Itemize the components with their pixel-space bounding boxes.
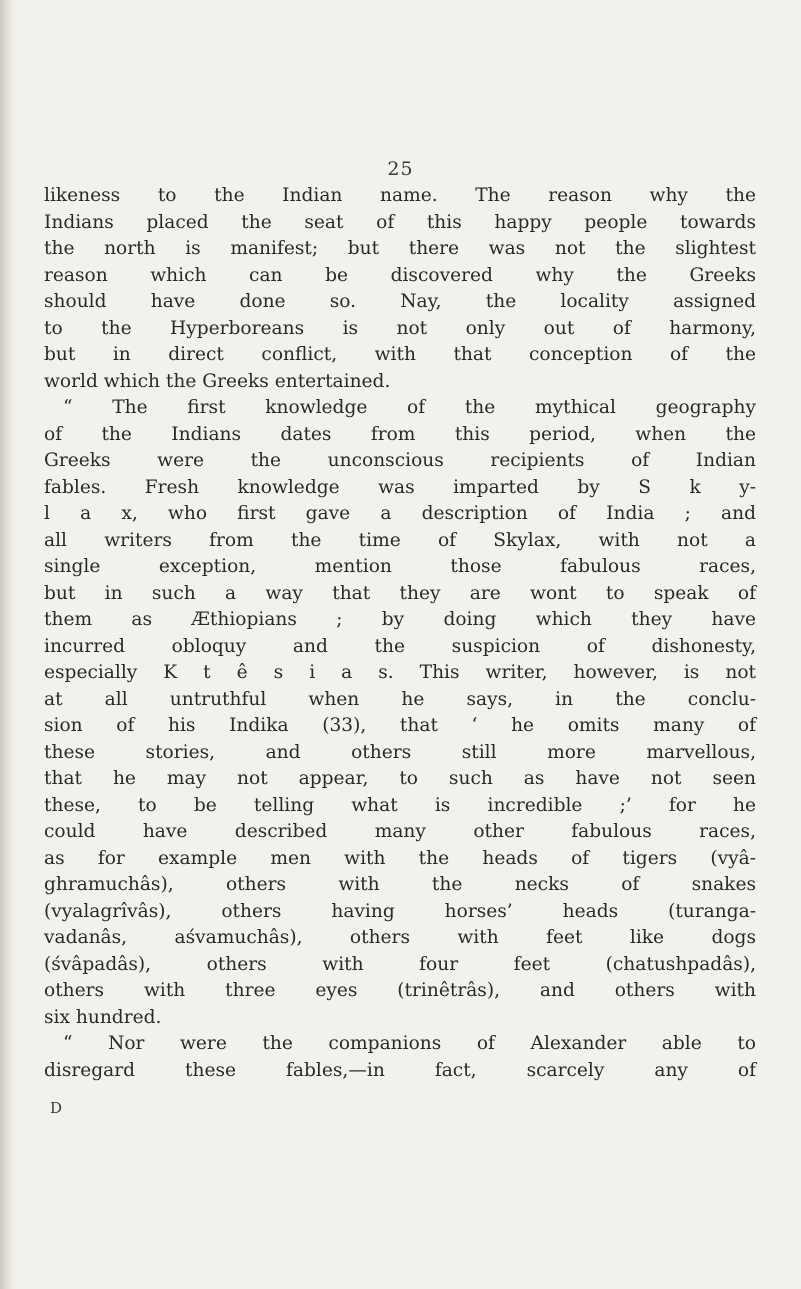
text-line: all writers from the time of Skylax, with not a xyxy=(44,529,756,551)
text-line: at all untruthful when he says, in the conclu- xyxy=(44,688,756,710)
text-line: others with three eyes (trinêtrâs), and others with xyxy=(44,980,756,1001)
text-line: could have described many other fabulous races, xyxy=(44,821,756,842)
text-line: single exception, mention those fabulous races, xyxy=(44,556,756,577)
text-line: six hundred. xyxy=(44,1006,162,1028)
text-line: them as Æthiopians ; by doing which they have xyxy=(44,609,756,630)
text-line: to the Hyperboreans is not only out of harmony, xyxy=(44,317,756,339)
text-line: (vyalagrîvâs), others having horses’ heads (turanga- xyxy=(44,900,756,922)
text-line: sion of his Indika (33), that ‘ he omits many of xyxy=(44,715,756,736)
text-line: these, to be telling what is incredible ;’ for he xyxy=(44,794,756,816)
page-edge-shadow xyxy=(0,0,14,1289)
text-line: Indians placed the seat of this happy people towards xyxy=(44,211,756,233)
text-line: world which the Greeks entertained. xyxy=(44,370,391,392)
text-line: reason which can be discovered why the Greeks xyxy=(44,264,756,286)
text-line: these stories, and others still more marvellous, xyxy=(44,741,756,763)
text-line: (śvâpadâs), others with four feet (chatushpadâs), xyxy=(44,953,756,975)
text-line: should have done so. Nay, the locality assigned xyxy=(44,291,756,312)
text-line: that he may not appear, to such as have not seen xyxy=(44,768,756,789)
body-text xyxy=(44,183,756,1084)
text-line: of the Indians dates from this period, when the xyxy=(44,423,756,445)
text-line: “ Nor were the companions of Alexander able to xyxy=(63,1033,756,1054)
text-line: vadanâs, aśvamuchâs), others with feet like dogs xyxy=(44,927,756,948)
text-line: likeness to the Indian name. The reason why the xyxy=(44,185,756,206)
text-line: but in such a way that they are wont to speak of xyxy=(44,582,756,604)
text-line: ghramuchâs), others with the necks of snakes xyxy=(44,874,756,895)
text-line: Greeks were the unconscious recipients of Indian xyxy=(44,450,756,471)
page-number: 25 xyxy=(387,158,414,180)
text-line: disregard these fables,—in fact, scarcely any of xyxy=(44,1059,756,1081)
text-line: as for example men with the heads of tigers (vyâ- xyxy=(44,847,756,869)
signature-mark: D xyxy=(50,1099,63,1117)
text-line: fables. Fresh knowledge was imparted by S k y- xyxy=(44,476,756,498)
text-line: the north is manifest; but there was not the slightest xyxy=(44,238,756,259)
text-line: but in direct conflict, with that conception of the xyxy=(44,344,756,365)
text-line: incurred obloquy and the suspicion of dishonesty, xyxy=(44,635,756,657)
text-line: especially K t ê s i a s. This writer, however, is not xyxy=(44,662,756,683)
text-line: l a x, who first gave a description of India ; and xyxy=(44,503,756,524)
text-line: “ The first knowledge of the mythical geography xyxy=(63,397,756,418)
